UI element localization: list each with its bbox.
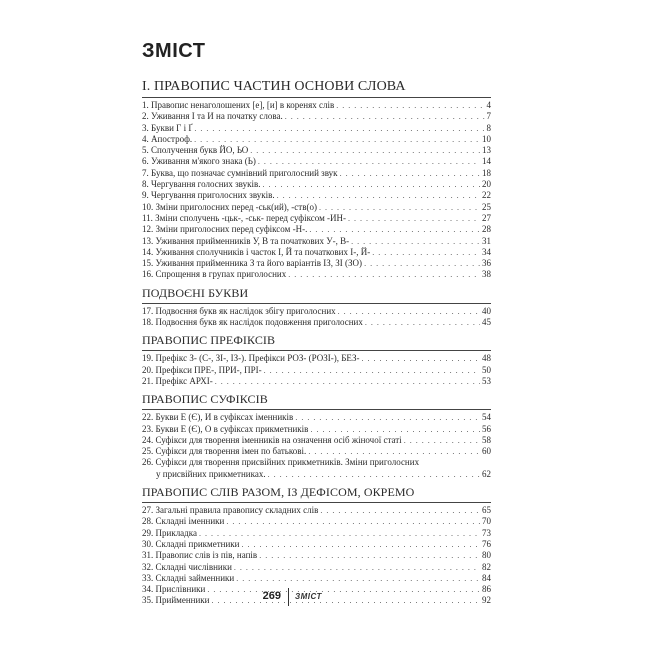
dot-leader xyxy=(258,156,480,167)
dot-leader xyxy=(310,424,480,435)
dot-leader xyxy=(241,539,480,550)
footer-divider xyxy=(288,588,289,606)
dot-leader xyxy=(199,528,480,539)
section-rule xyxy=(142,350,491,351)
entry-page-number: 60 xyxy=(482,446,491,457)
entry-title: 32. Складні числівники xyxy=(142,561,232,572)
entry-title: 8. Чергування голосних звуків. xyxy=(142,179,261,190)
toc-section xyxy=(142,281,491,329)
dot-leader xyxy=(362,353,481,364)
toc-entry[interactable] xyxy=(142,134,491,145)
toc-entry[interactable] xyxy=(142,424,491,435)
section-heading: ПРАВОПИС ПРЕФІКСІВ xyxy=(142,333,276,348)
entry-title: 33. Складні займенники xyxy=(142,572,235,583)
entry-title: 23. Букви Е (Є), О в суфіксах прикметників xyxy=(142,423,309,434)
running-header-label: ЗМІСТ xyxy=(295,592,322,601)
toc-entry[interactable] xyxy=(142,435,491,446)
toc-entry[interactable] xyxy=(142,247,491,258)
section-rule xyxy=(142,502,491,503)
dot-leader xyxy=(268,469,480,480)
entry-title: 30. Складні прикметники xyxy=(142,538,240,549)
toc-entry[interactable] xyxy=(142,446,491,457)
dot-leader xyxy=(372,247,480,258)
entry-page-number: 14 xyxy=(482,156,491,167)
page-footer xyxy=(0,588,650,608)
toc-entry[interactable] xyxy=(142,306,491,317)
entry-page-number: 73 xyxy=(482,527,491,538)
dot-leader xyxy=(250,145,480,156)
dot-leader xyxy=(194,134,480,145)
entry-title: 20. Префікси ПРЕ-, ПРИ-, ПРІ- xyxy=(142,364,262,375)
entry-title: 2. Уживання І та И на початку слова. xyxy=(142,111,283,122)
entry-title: 35. Прийменники xyxy=(142,595,210,606)
entry-page-number: 40 xyxy=(482,305,491,316)
entry-title: 9. Чергування приголосних звуків. xyxy=(142,190,275,201)
entry-title: 31. Правопис слів із пів, напів xyxy=(142,550,258,561)
page-title: ЗМІСТ xyxy=(142,40,206,62)
dot-leader xyxy=(263,179,481,190)
entry-title: 7. Буква, що позначає сумнівний приголосний звук xyxy=(142,167,338,178)
entry-page-number: 27 xyxy=(482,212,491,223)
toc-entry[interactable] xyxy=(142,353,491,364)
entry-title: 6. Уживання м'якого знака (Ь) xyxy=(142,156,256,167)
entry-page-number: 48 xyxy=(482,353,491,364)
entry-title: 22. Букви Е (Є), И в суфіксах іменників xyxy=(142,412,294,423)
entry-page-number: 92 xyxy=(482,595,491,606)
entry-title: 24. Суфікси для творення іменників на означення осіб жіночої статі xyxy=(142,434,402,445)
entry-page-number: 70 xyxy=(482,516,491,527)
entry-page-number: 18 xyxy=(482,167,491,178)
toc-entry[interactable] xyxy=(142,516,491,527)
entry-page-number: 82 xyxy=(482,561,491,572)
entry-title: 13. Уживання прийменників У, В та початкових У-, В- xyxy=(142,235,350,246)
dot-leader xyxy=(259,550,480,561)
entry-page-number: 53 xyxy=(482,375,491,386)
entry-page-number: 38 xyxy=(482,269,491,280)
toc-entry[interactable] xyxy=(142,236,491,247)
toc-section xyxy=(142,328,491,387)
entry-page-number: 7 xyxy=(486,111,491,122)
dot-leader xyxy=(234,562,480,573)
entry-page-number: 13 xyxy=(482,145,491,156)
entry-page-number: 58 xyxy=(482,434,491,445)
toc-section xyxy=(142,78,491,281)
toc-entry[interactable] xyxy=(142,190,491,201)
dot-leader xyxy=(308,446,480,457)
entry-page-number: 86 xyxy=(482,584,491,595)
section-rule xyxy=(142,303,491,304)
entry-page-number: 76 xyxy=(482,538,491,549)
toc-entry[interactable] xyxy=(142,317,491,328)
dot-leader xyxy=(236,573,480,584)
entry-page-number: 36 xyxy=(482,258,491,269)
toc-entry[interactable] xyxy=(142,469,491,480)
entry-title: 14. Уживання сполучників і часток І, Й та початкових І-, Й- xyxy=(142,246,371,257)
dot-leader xyxy=(319,202,480,213)
toc-entry[interactable] xyxy=(142,100,491,111)
toc-section xyxy=(142,387,491,480)
entry-page-number: 25 xyxy=(482,201,491,212)
entry-title: 16. Спрощення в групах приголосних xyxy=(142,269,287,280)
entry-title: у присвійних прикметниках. xyxy=(156,468,266,479)
toc-entry[interactable] xyxy=(142,111,491,122)
entry-page-number: 54 xyxy=(482,412,491,423)
toc-entry[interactable] xyxy=(142,573,491,584)
entry-title: 27. Загальні правила правопису складних слів xyxy=(142,505,319,516)
dot-leader xyxy=(364,258,480,269)
entry-page-number: 10 xyxy=(482,133,491,144)
toc-entry[interactable] xyxy=(142,224,491,235)
toc-entry[interactable] xyxy=(142,562,491,573)
entry-title: 5. Сполучення букв ЙО, ЬО xyxy=(142,145,249,156)
entry-page-number: 50 xyxy=(482,364,491,375)
entry-title: 28. Складні іменники xyxy=(142,516,225,527)
entry-title: 26. Суфікси для творення присвійних прикметників. Зміни приголосних xyxy=(142,457,420,468)
entry-title: 4. Апостроф. xyxy=(142,133,193,144)
entry-page-number: 45 xyxy=(482,317,491,328)
entry-page-number: 80 xyxy=(482,550,491,561)
entry-title: 10. Зміни приголосних перед -ськ(ий), -ств(о) xyxy=(142,201,317,212)
entry-title: 12. Зміни приголосних перед суфіксом -Н-. xyxy=(142,224,308,235)
toc-entry[interactable] xyxy=(142,202,491,213)
table-of-contents xyxy=(142,78,491,607)
dot-leader xyxy=(336,100,484,111)
toc-entry[interactable] xyxy=(142,168,491,179)
dot-leader xyxy=(295,412,480,423)
toc-entry[interactable] xyxy=(142,528,491,539)
dot-leader xyxy=(351,236,480,247)
entry-page-number: 22 xyxy=(482,190,491,201)
entry-page-number: 65 xyxy=(482,505,491,516)
entry-page-number: 20 xyxy=(482,179,491,190)
dot-leader xyxy=(285,111,485,122)
entry-title: 17. Подвоєння букв як наслідок збігу приголосних xyxy=(142,305,336,316)
toc-entry[interactable] xyxy=(142,539,491,550)
entry-title: 21. Префікс АРХІ- xyxy=(142,375,213,386)
entry-page-number: 62 xyxy=(482,468,491,479)
entry-title: 1. Правопис ненаголошених [е], [и] в коренях слів xyxy=(142,100,335,110)
entry-title: 19. Префікс З- (С-, ЗІ-, ІЗ-). Префікси РОЗ- (РОЗІ-), БЕЗ- xyxy=(142,353,360,364)
dot-leader xyxy=(277,190,480,201)
entry-page-number: 28 xyxy=(482,224,491,235)
entry-page-number: 31 xyxy=(482,235,491,246)
section-heading: І. ПРАВОПИС ЧАСТИН ОСНОВИ СЛОВА xyxy=(142,79,406,94)
entry-page-number: 84 xyxy=(482,572,491,583)
dot-leader xyxy=(404,435,480,446)
section-rule xyxy=(142,97,491,98)
toc-entry[interactable] xyxy=(142,145,491,156)
entry-title: 29. Прикладка xyxy=(142,527,197,538)
section-heading: ПРАВОПИС СЛІВ РАЗОМ, ІЗ ДЕФІСОМ, ОКРЕМО xyxy=(142,485,415,500)
toc-entry[interactable] xyxy=(142,123,491,134)
toc-entry[interactable] xyxy=(142,213,491,224)
entry-title: 18. Подвоєння букв як наслідок подовження приголосних xyxy=(142,317,363,328)
entry-page-number: 56 xyxy=(482,423,491,434)
entry-title: 3. Букви Г і Ґ xyxy=(142,122,193,133)
toc-entry[interactable] xyxy=(142,550,491,561)
dot-leader xyxy=(340,168,480,179)
page-number: 269 xyxy=(262,590,281,602)
dot-leader xyxy=(320,505,480,516)
section-rule xyxy=(142,409,491,410)
dot-leader xyxy=(309,224,480,235)
section-heading: ПРАВОПИС СУФІКСІВ xyxy=(142,392,268,407)
toc-entry[interactable] xyxy=(142,505,491,516)
dot-leader xyxy=(288,269,480,280)
dot-leader xyxy=(264,365,480,376)
entry-page-number: 34 xyxy=(482,246,491,257)
dot-leader xyxy=(194,123,484,134)
entry-title: 34. Прислівники xyxy=(142,584,206,595)
toc-entry[interactable] xyxy=(142,376,491,387)
dot-leader xyxy=(226,516,480,527)
toc-entry[interactable] xyxy=(142,457,491,468)
toc-entry[interactable] xyxy=(142,269,491,280)
dot-leader xyxy=(365,317,480,328)
dot-leader xyxy=(338,306,480,317)
entry-title: 25. Суфікси для творення імен по батькові. xyxy=(142,446,307,457)
toc-entry[interactable] xyxy=(142,258,491,269)
toc-entry[interactable] xyxy=(142,412,491,423)
toc-entry[interactable] xyxy=(142,156,491,167)
entry-page-number: 4 xyxy=(486,100,491,110)
entry-page-number: 8 xyxy=(486,122,491,133)
entry-title: 11. Зміни сполучень -цьк-, -ськ- перед суфіксом -ИН- xyxy=(142,212,347,223)
toc-entry[interactable] xyxy=(142,365,491,376)
toc-entry[interactable] xyxy=(142,179,491,190)
dot-leader xyxy=(348,213,480,224)
dot-leader xyxy=(215,376,480,387)
entry-title: 15. Уживання прийменника З та його варіантів ІЗ, ЗІ (ЗО) xyxy=(142,258,363,269)
section-heading: ПОДВОЄНІ БУКВИ xyxy=(142,285,249,300)
